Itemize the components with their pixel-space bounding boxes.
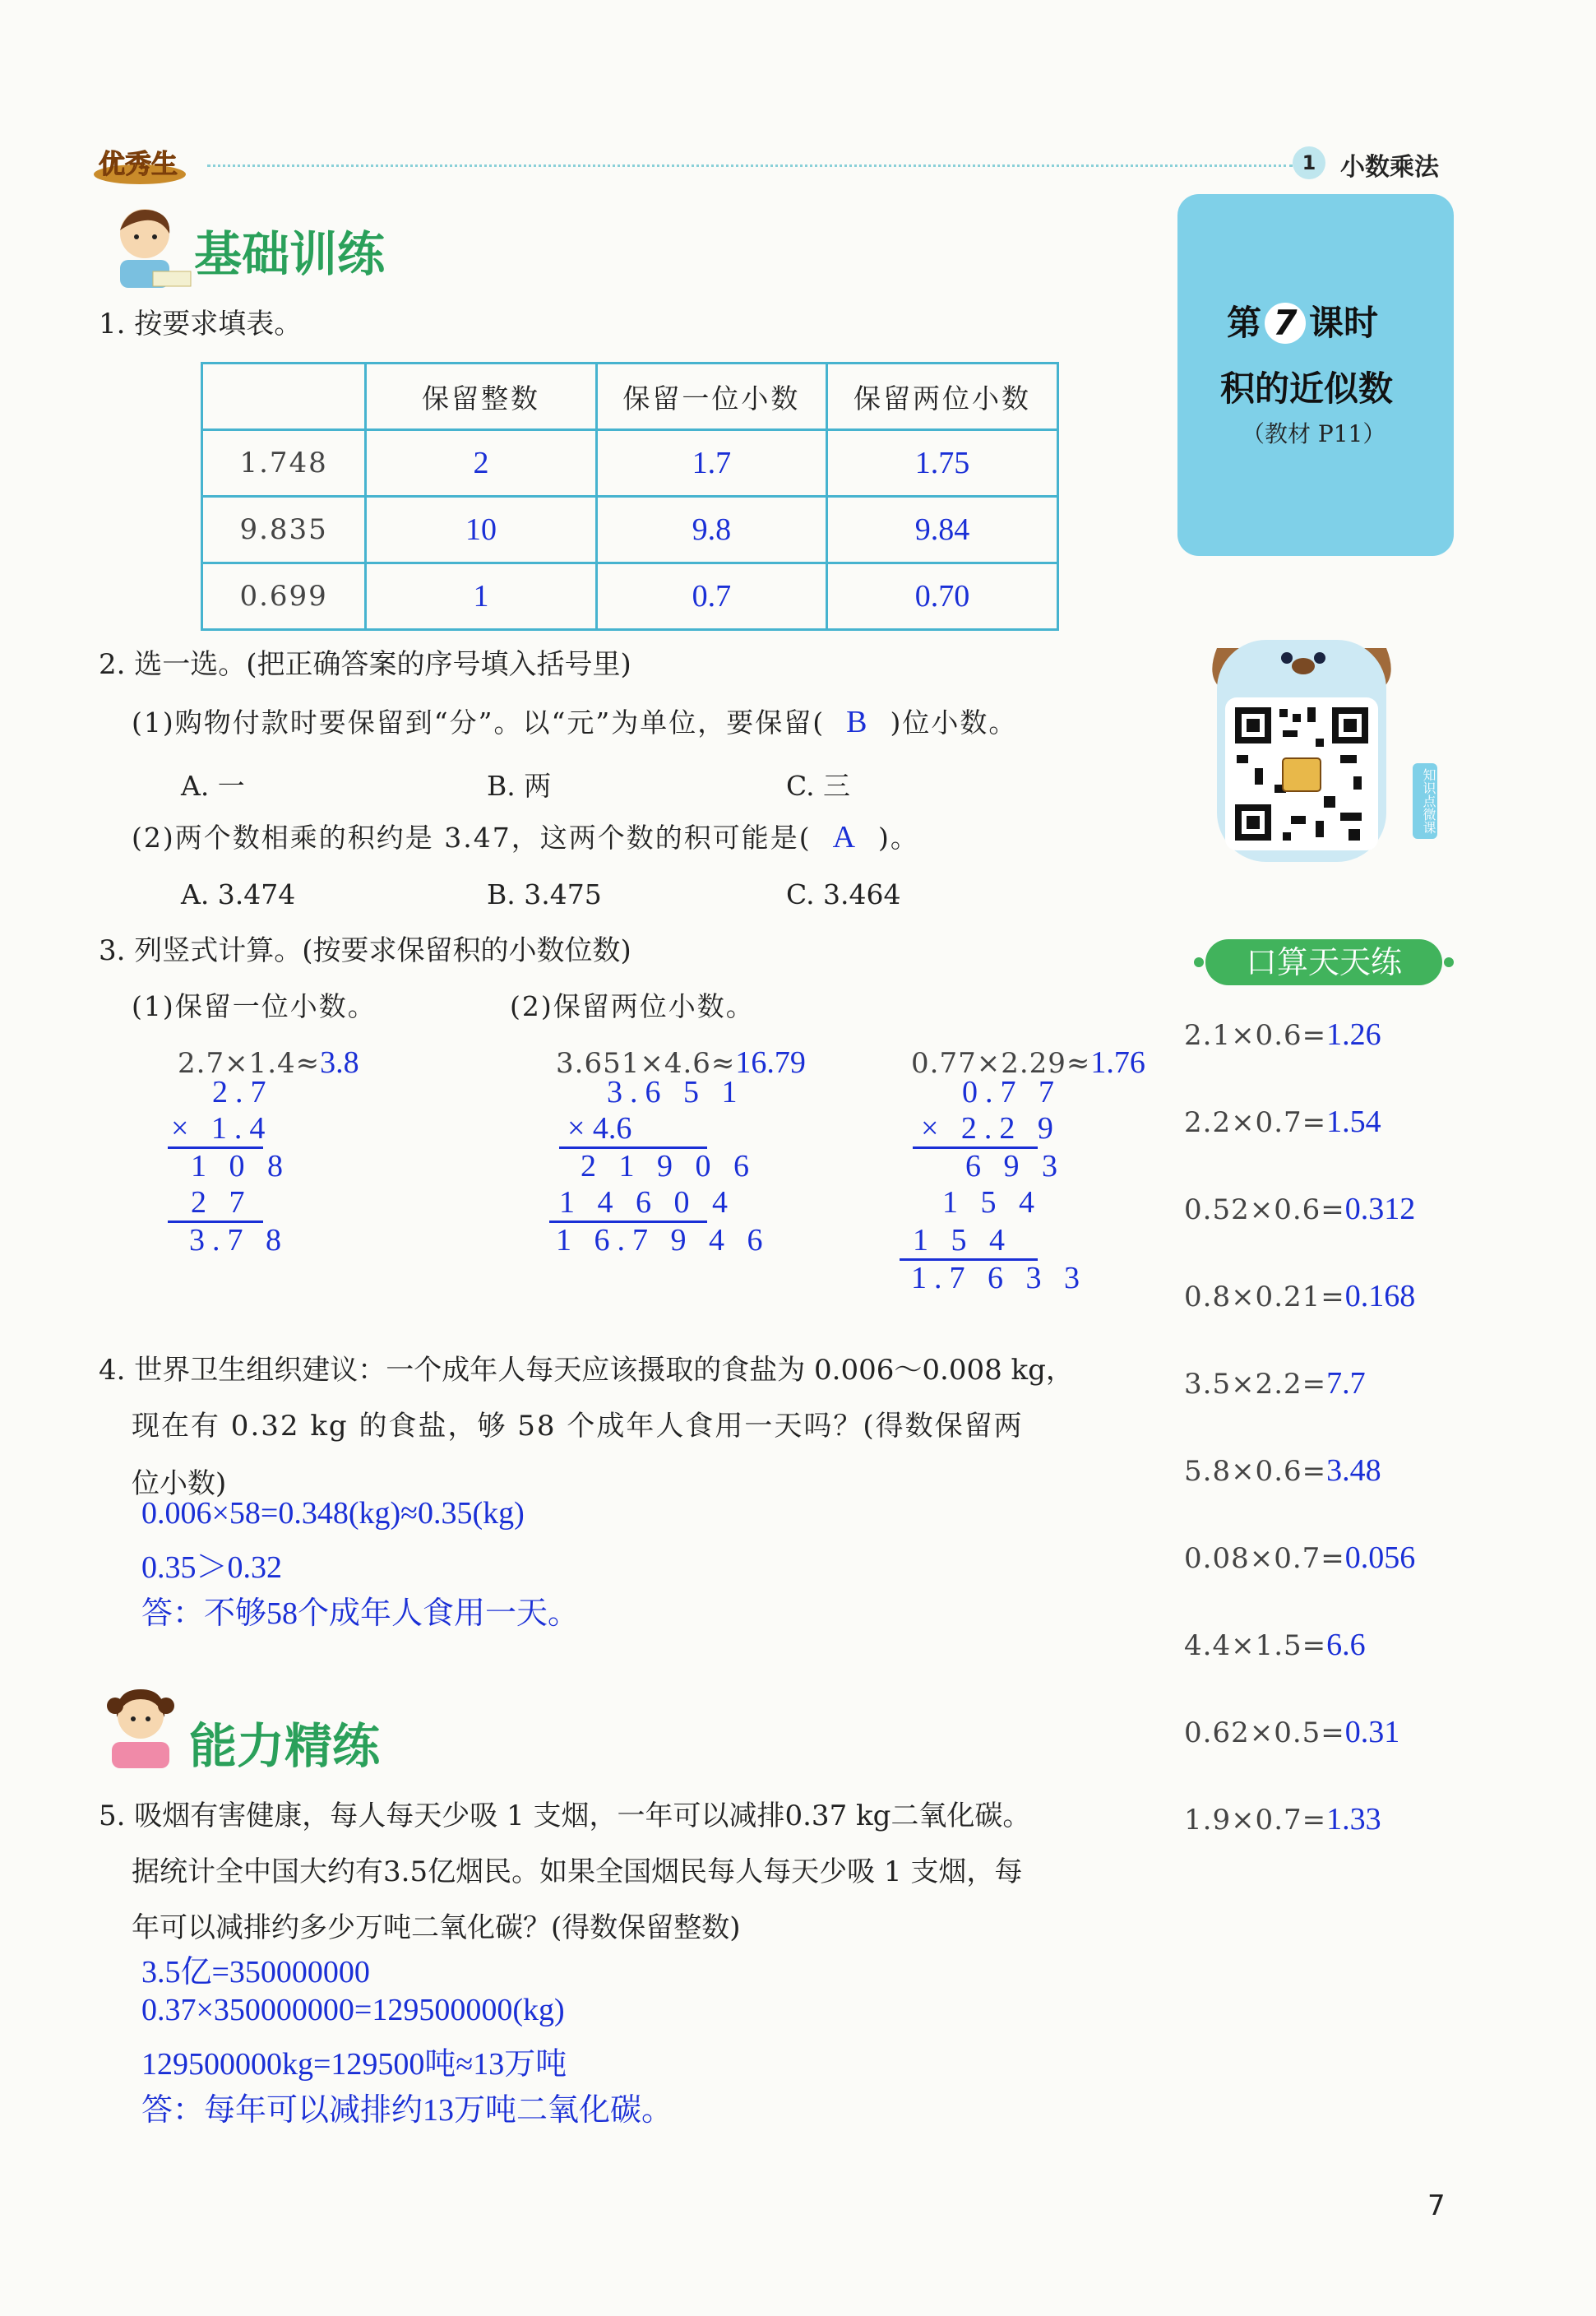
q4-answer: 0.006×58=0.348(kg)≈0.35(kg) bbox=[141, 1496, 525, 1531]
oral-expr: 2.1×0.6= bbox=[1184, 1019, 1327, 1052]
oral-answer: 0.056 bbox=[1344, 1540, 1416, 1575]
oral-item bbox=[1184, 1801, 1381, 1837]
oral-dot-left bbox=[1194, 957, 1204, 967]
oral-expr: 3.5×2.2= bbox=[1184, 1368, 1327, 1401]
table-answer: 0.7 bbox=[692, 579, 732, 614]
q2-part2-answer: A bbox=[832, 820, 858, 855]
qr-code-mascot[interactable] bbox=[1200, 615, 1436, 862]
q5-line2: 据统计全中国大约有3.5亿烟民。如果全国烟民每人每天少吸 1 支烟，每 bbox=[132, 1855, 1023, 1888]
oral-answer: 1.54 bbox=[1326, 1105, 1381, 1139]
svg-text:优秀生: 优秀生 bbox=[99, 148, 178, 179]
table-answer: 10 bbox=[465, 512, 497, 547]
q3-expr3-answer: 1.76 bbox=[1090, 1045, 1145, 1080]
oral-practice-title: 口算天天练 bbox=[1205, 939, 1442, 985]
q3-sub1: (1)保留一位小数。 bbox=[132, 990, 377, 1022]
table-cell bbox=[827, 497, 1058, 563]
table-header-cell bbox=[202, 364, 366, 430]
oral-answer: 6.6 bbox=[1326, 1628, 1366, 1662]
table-cell bbox=[827, 430, 1058, 497]
oral-item bbox=[1184, 1540, 1415, 1576]
q5-answer: 129500000kg=129500吨≈13万吨 bbox=[141, 2047, 567, 2082]
oral-item bbox=[1184, 1714, 1399, 1750]
q3-expr2-answer: 16.79 bbox=[735, 1045, 806, 1080]
table-header-cell: 保留一位小数 bbox=[596, 364, 827, 430]
table-cell bbox=[366, 497, 596, 563]
q2-part1-answer: B bbox=[846, 705, 869, 739]
q4-line1: 4. 世界卫生组织建议：一个成年人每天应该摄取的食盐为 0.006～0.008 kg， bbox=[99, 1354, 1074, 1387]
oral-expr: 0.52×0.6= bbox=[1184, 1193, 1345, 1226]
lesson-textbook-ref: （教材 P11） bbox=[1242, 420, 1386, 447]
table-answer: 9.84 bbox=[914, 512, 970, 547]
q3-expr1-answer: 3.8 bbox=[320, 1045, 359, 1080]
header-dotted-rule bbox=[207, 164, 1293, 167]
table-cell bbox=[596, 563, 827, 630]
q2-p2-option: C. 3.464 bbox=[786, 878, 901, 910]
oral-item bbox=[1184, 1627, 1366, 1663]
q2-part2-text: (2)两个数相乘的积约是 3.47，这两个数的积可能是( bbox=[132, 822, 812, 854]
oral-expr: 2.2×0.7= bbox=[1184, 1106, 1327, 1139]
oral-expr: 0.62×0.5= bbox=[1184, 1716, 1345, 1749]
boy-mascot-icon bbox=[95, 201, 194, 291]
q2-p2-option: A. 3.474 bbox=[181, 878, 296, 910]
calc1-line: 1 0 8 bbox=[191, 1149, 290, 1183]
oral-dot-right bbox=[1444, 957, 1454, 967]
calc2-line: 1 4 6 0 4 bbox=[559, 1185, 735, 1220]
table-row bbox=[202, 563, 1058, 630]
q2-p1-option: C. 三 bbox=[786, 770, 851, 802]
q2-part1-text: (1)购物付款时要保留到“分”。以“元”为单位，要保留( bbox=[132, 706, 826, 739]
table-answer: 1.7 bbox=[692, 446, 732, 480]
lesson-suffix: 课时 bbox=[1309, 303, 1379, 343]
q2-p1-option: B. 两 bbox=[487, 770, 552, 802]
calc3-line: 1 5 4 bbox=[942, 1185, 1042, 1220]
girl-mascot-icon bbox=[95, 1681, 186, 1772]
oral-expr: 4.4×1.5= bbox=[1184, 1629, 1327, 1662]
oral-answer: 1.33 bbox=[1326, 1802, 1381, 1837]
calc3-line: 6 9 3 bbox=[965, 1149, 1065, 1183]
q3-prompt: 3. 列竖式计算。(按要求保留积的小数位数) bbox=[99, 934, 631, 967]
brand-logo bbox=[92, 141, 191, 188]
q5-answer: 0.37×350000000=129500000(kg) bbox=[141, 1993, 565, 2027]
page-number: 7 bbox=[1427, 2189, 1446, 2222]
lesson-card bbox=[1177, 194, 1454, 556]
table-header-row bbox=[202, 364, 1058, 430]
table-cell bbox=[366, 563, 596, 630]
calc3-line: × 2.2 9 bbox=[921, 1111, 1061, 1146]
table-cell bbox=[366, 430, 596, 497]
oral-answer: 7.7 bbox=[1326, 1366, 1366, 1401]
calc2-line: 1 6.7 9 4 6 bbox=[556, 1223, 770, 1258]
section-title-basic: 基础训练 bbox=[194, 226, 386, 282]
q3-expr3-text: 0.77×2.29≈ bbox=[911, 1047, 1091, 1080]
calc3-line: 0.7 7 bbox=[962, 1075, 1062, 1109]
table-row bbox=[202, 497, 1058, 563]
table-row-number: 1.748 bbox=[202, 430, 366, 497]
q3-expr2-text: 3.651×4.6≈ bbox=[556, 1047, 736, 1080]
chapter-number-badge: 1 bbox=[1293, 146, 1325, 179]
table-answer: 2 bbox=[473, 446, 489, 480]
lesson-number: 7 bbox=[1265, 303, 1306, 344]
table-row-number: 0.699 bbox=[202, 563, 366, 630]
oral-answer: 0.312 bbox=[1344, 1192, 1416, 1226]
table-row bbox=[202, 430, 1058, 497]
table-answer: 9.8 bbox=[692, 512, 732, 547]
qr-side-label: 知识点微课 bbox=[1413, 763, 1437, 839]
q1-prompt: 1. 按要求填表。 bbox=[99, 308, 303, 340]
oral-expr: 5.8×0.6= bbox=[1184, 1455, 1327, 1488]
table-row-number: 9.835 bbox=[202, 497, 366, 563]
table-header-cell: 保留整数 bbox=[366, 364, 596, 430]
oral-item bbox=[1184, 1017, 1381, 1053]
q5-line1: 5. 吸烟有害健康，每人每天少吸 1 支烟，一年可以减排0.37 kg二氧化碳。 bbox=[99, 1800, 1031, 1832]
q4-line2: 现在有 0.32 kg 的食盐，够 58 个成年人食用一天吗？(得数保留两 bbox=[132, 1410, 1024, 1443]
oral-item bbox=[1184, 1452, 1381, 1489]
q5-answer: 3.5亿=350000000 bbox=[141, 1955, 370, 1989]
table-cell bbox=[596, 430, 827, 497]
q2-part2-end: )。 bbox=[878, 822, 919, 854]
rounding-table bbox=[201, 362, 1059, 631]
q2-part2 bbox=[132, 819, 919, 856]
q2-p1-option: A. 一 bbox=[181, 770, 245, 802]
calc1-line: 2.7 bbox=[212, 1075, 274, 1109]
oral-item bbox=[1184, 1278, 1415, 1314]
oral-item bbox=[1184, 1365, 1366, 1401]
section-title-ability: 能力精练 bbox=[189, 1718, 381, 1774]
lesson-title: 积的近似数 bbox=[1220, 368, 1394, 409]
table-header-cell: 保留两位小数 bbox=[827, 364, 1058, 430]
q2-part1 bbox=[132, 704, 1017, 741]
oral-item bbox=[1184, 1191, 1415, 1227]
calc2-line: 3.6 5 1 bbox=[607, 1075, 745, 1109]
oral-expr: 0.08×0.7= bbox=[1184, 1542, 1345, 1575]
q2-prompt: 2. 选一选。(把正确答案的序号填入括号里) bbox=[99, 648, 631, 681]
q2-part1-end: )位小数。 bbox=[890, 706, 1018, 739]
oral-expr: 1.9×0.7= bbox=[1184, 1804, 1327, 1837]
q4-line3: 位小数) bbox=[132, 1467, 227, 1500]
oral-answer: 0.31 bbox=[1344, 1715, 1400, 1749]
table-answer: 1.75 bbox=[914, 446, 970, 480]
table-answer: 1 bbox=[473, 579, 489, 614]
q5-line3: 年可以减排约多少万吨二氧化碳？(得数保留整数) bbox=[132, 1911, 741, 1944]
q4-answer: 答：不够58个成年人食用一天。 bbox=[141, 1596, 580, 1631]
lesson-number-line bbox=[1227, 296, 1378, 345]
lesson-prefix: 第 bbox=[1227, 303, 1262, 343]
q3-expr1-text: 2.7×1.4≈ bbox=[178, 1047, 321, 1080]
oral-item bbox=[1184, 1104, 1381, 1140]
calc1-line: × 1.4 bbox=[171, 1111, 273, 1146]
oral-expr: 0.8×0.21= bbox=[1184, 1281, 1345, 1313]
calc3-line: 1.7 6 3 3 bbox=[911, 1261, 1087, 1295]
calc3-line: 1 5 4 bbox=[913, 1223, 1012, 1258]
q4-answer: 0.35＞0.32 bbox=[141, 1550, 283, 1585]
calc2-line: × 4.6 bbox=[567, 1111, 632, 1146]
table-cell bbox=[596, 497, 827, 563]
chapter-title: 小数乘法 bbox=[1340, 153, 1439, 182]
calc2-line: 2 1 9 0 6 bbox=[581, 1149, 756, 1183]
q2-p2-option: B. 3.475 bbox=[487, 878, 602, 910]
oral-answer: 1.26 bbox=[1326, 1017, 1381, 1052]
oral-answer: 3.48 bbox=[1326, 1453, 1381, 1488]
q5-answer: 答：每年可以减排约13万吨二氧化碳。 bbox=[141, 2093, 673, 2128]
oral-answer: 0.168 bbox=[1344, 1279, 1416, 1313]
calc1-line: 2 7 bbox=[191, 1185, 252, 1220]
table-answer: 0.70 bbox=[914, 579, 970, 614]
calc1-line: 3.7 8 bbox=[189, 1223, 289, 1258]
table-cell bbox=[827, 563, 1058, 630]
q3-sub2: (2)保留两位小数。 bbox=[510, 990, 755, 1022]
